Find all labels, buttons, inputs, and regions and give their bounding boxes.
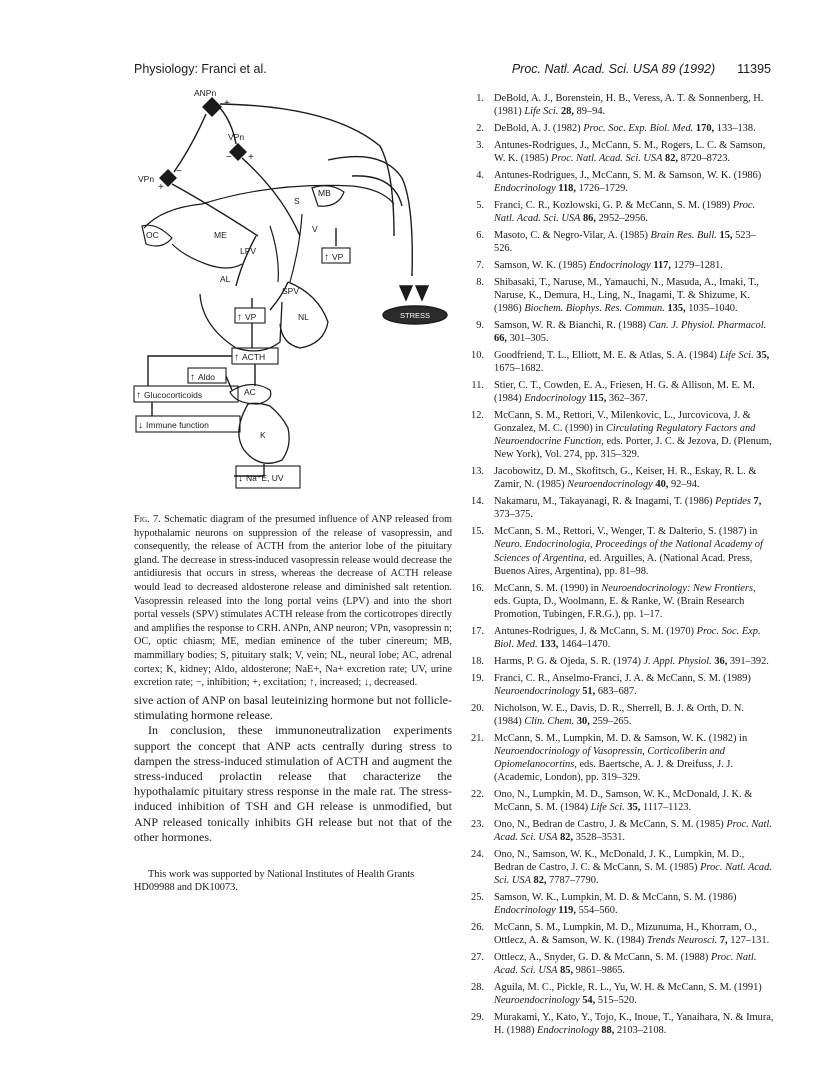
up-arrow-acth: ↑: [234, 352, 239, 363]
pituitary-stalk-shape: [270, 214, 302, 282]
plus-sign-vpn-left: +: [158, 182, 164, 193]
page-number: 11395: [737, 62, 771, 76]
running-head: [0, 62, 816, 82]
reference-item: 22. Ono, N., Lumpkin, M. D., Samson, W. K., McDonald, J. K. & McCann, S. M. (1984) Life Sci. 35, 1117–1123.: [471, 789, 753, 814]
vp-center-label: VP: [245, 312, 257, 322]
reference-item: 27. Ottlecz, A., Snyder, G. D. & McCann, S. M. (1988) Proc. Natl. Acad. Sci. USA 85, 9861–9865.: [471, 952, 757, 977]
figure-caption: [134, 513, 452, 690]
stress-input-line-2: [352, 176, 402, 206]
body-text: [134, 693, 452, 845]
figure-7-diagram: [132, 86, 450, 494]
body-paragraph-1: sive action of ANP on basal leuteinizing hormone but not follicle-stimulating hormone release.: [134, 693, 452, 723]
reference-item: 8. Shibasaki, T., Naruse, M., Yamauchi, N., Masuda, A., Imaki, T., Naruse, K., Demura, H., Ling, N., Inagami, T. & Shizume, K. (1986) Biochem. Biophys. Res. Commun. 135, 1035–1040.: [476, 276, 760, 314]
reference-item: 12. McCann, S. M., Rettori, V., Milenkovic, L., Jurcovicova, J. & Gonzalez, M. C. (1990) in Circulating Regulatory Factors and Neuroendocrine Function, eds. Porter, J. C. & Jezova, D. (Plenum, New York), Vol. 274, pp. 315–329.: [471, 409, 772, 461]
anp-neuron: [203, 98, 221, 116]
reference-item: 18. Harms, P. G. & Ojeda, S. R. (1974) J. Appl. Physiol. 36, 391–392.: [471, 655, 769, 667]
me-label: ME: [214, 230, 227, 240]
reference-item: 14. Nakamaru, M., Takayanagi, R. & Inagami, T. (1986) Peptides 7, 373–375.: [471, 496, 762, 521]
na-uv-label: Na⁺E, UV: [246, 473, 284, 483]
mb-label: MB: [318, 188, 331, 198]
minus-sign-vpn: −: [226, 152, 232, 163]
gluco-label: Glucocorticoids: [144, 390, 203, 400]
reference-item: 24. Ono, N., Samson, W. K., McDonald, J. K., Lumpkin, M. D., Bedran de Castro, J. C. & McCann, S. M. (1985) Proc. Natl. Acad. Sci. USA 82, 7787–7790.: [471, 849, 772, 887]
down-arrow-na: ↓: [238, 473, 243, 484]
reference-item: 13. Jacobowitz, D. M., Skofitsch, G., Keiser, H. R., Eskay, R. L. & Zamir, N. (1985) Neuroendocrinology 40, 92–94.: [471, 466, 757, 491]
anp-long-axon: [220, 104, 394, 236]
plus-sign-vpn: +: [248, 152, 254, 163]
reference-item: 2. DeBold, A. J. (1982) Proc. Soc. Exp. Biol. Med. 170, 133–138.: [476, 123, 756, 134]
anpn-label: ANPn: [194, 88, 217, 98]
reference-item: 6. Masoto, C. & Negro-Vilar, A. (1985) Brain Res. Bull. 15, 523–526.: [476, 229, 756, 254]
plus-sign-anp: +: [224, 98, 230, 109]
running-head-right: [512, 62, 771, 76]
vpn-top-neuron: [230, 144, 246, 160]
reference-item: 11. Stier, C. T., Cowden, E. A., Friesen, H. G. & Allison, M. E. M. (1984) Endocrinology 115, 362–367.: [471, 379, 755, 404]
hypothalamus-floor: [172, 244, 242, 268]
vpn-top-axon: [242, 158, 300, 236]
reference-item: 7. Samson, W. K. (1985) Endocrinology 117, 1279–1281.: [476, 259, 723, 271]
vpn-left-axon: [172, 184, 258, 236]
vpn-left-label: VPn: [138, 174, 155, 184]
acth-label: ACTH: [242, 352, 266, 362]
caption-label: Fig. 7.: [134, 514, 161, 525]
up-arrow-aldo: ↑: [190, 372, 195, 383]
reference-item: 3. Antunes-Rodrigues, J., McCann, S. M., Rogers, L. C. & Samson, W. K. (1985) Proc. Natl. Acad. Sci. USA 82, 8720–8723.: [476, 139, 766, 164]
reference-list: [468, 92, 774, 1041]
up-arrow-vp-right: ↑: [324, 252, 329, 263]
reference-item: 19. Franci, C. R., Anselmo-Franci, J. A. & McCann, S. M. (1989) Neuroendocrinology 51, 683–687.: [471, 672, 751, 697]
down-arrow-immune: ↓: [138, 420, 143, 431]
reference-item: 1. DeBold, A. J., Borenstein, H. B., Veress, A. T. & Sonnenberg, H. (1981) Life Sci. 28, 89–94.: [476, 93, 764, 118]
s-label: S: [294, 196, 300, 206]
long-portal-veins: [236, 236, 256, 286]
reference-item: 15. McCann, S. M., Rettori, V., Wenger, T. & Dalterio, S. (1987) in Neuro. Endocrinologia, Proceedings of the National Academy of Sciences of Argentina, ed. Arguilles, A. (National Acad. Press, Buenos Aires, Argentina), pp. 81–98.: [471, 526, 763, 577]
reference-item: 23. Ono, N., Bedran de Castro, J. & McCann, S. M. (1985) Proc. Natl. Acad. Sci. USA 82, 3528–3531.: [471, 819, 772, 844]
minus-sign-vpn-left: −: [176, 166, 182, 177]
reference-item: 10. Goodfriend, T. L., Elliott, M. E. & Atlas, S. A. (1984) Life Sci. 35, 1675–1682.: [471, 349, 770, 374]
acknowledgment: [134, 868, 452, 895]
immune-label: Immune function: [146, 420, 209, 430]
vp-right-label: VP: [332, 252, 344, 262]
reference-item: 4. Antunes-Rodrigues, J., McCann, S. M. & Samson, W. K. (1986) Endocrinology 118, 1726–1729.: [476, 169, 762, 194]
acknowledgment-text: This work was supported by National Institutes of Health Grants HD09988 and DK10073.: [134, 869, 415, 894]
journal-citation: Proc. Natl. Acad. Sci. USA 89 (1992): [511, 62, 716, 76]
stress-label: STRESS: [399, 311, 431, 320]
aldo-label: Aldo: [198, 372, 216, 382]
brain-outline: [144, 185, 394, 228]
running-head-left: Physiology: Franci et al.: [134, 62, 267, 76]
reference-item: 25. Samson, W. K., Lumpkin, M. D. & McCann, S. M. (1986) Endocrinology 119, 554–560.: [471, 892, 737, 917]
reference-item: 21. McCann, S. M., Lumpkin, M. D. & Samson, W. K. (1982) in Neuroendocrinology of Vasopressin, Corticoliberin and Opiomelanocortins, eds. Baertsche, A. J. & Dreifuss, J. J. (Academic, London), pp. 319–329.: [471, 732, 748, 784]
lpv-label: LPV: [240, 246, 257, 256]
stress-arrowheads: [400, 286, 428, 300]
reference-item: 9. Samson, W. R. & Bianchi, R. (1988) Can. J. Physiol. Pharmacol. 66, 301–305.: [476, 319, 767, 344]
reference-item: 5. Franci, C. R., Kozlowski, G. P. & McCann, S. M. (1989) Proc. Natl. Acad. Sci. USA 86, 2952–2956.: [476, 199, 756, 224]
reference-item: 29. Murakami, Y., Kato, Y., Tojo, K., Inoue, T., Yanaihara, N. & Imura, H. (1988) Endocrinology 88, 2103–2108.: [471, 1012, 774, 1037]
nl-label: NL: [298, 312, 309, 322]
oc-label: OC: [146, 230, 159, 240]
reference-item: 26. McCann, S. M., Lumpkin, M. D., Mizunuma, H., Khorram, O., Ottlecz, A. & Samson, W. K. (1984) Trends Neurosci. 7, 127–131.: [471, 922, 770, 947]
caption-text: Schematic diagram of the presumed influence of ANP released from hypothalamic neurons on suppression of the release of vasopressin, and consequently, the release of ACTH from the anterior lobe of the pituitary gland. The decrease in stress-induced vasopressin release would decrease the antidiuresis that occurs in stress, whereas the decrease of ACTH release would lead to decreased aldosterone release and diminished salt retention. Vasopressin released into the long portal veins (LPV) and into the short portal vessels (SPV) stimulates ACTH release from the corticotropes directly and amplifies the response to CRH. ANPn, ANP neuron; VPn, vasopressin n; OC, optic chiasm; ME, median eminence of the tuber cinereum; MB, mammillary bodies; S, pituitary stalk; V, vein; NL, neural lobe; AC, adrenal cortex; K, kidney; Aldo, aldosterone; NaE+, Na+ excretion rate; UV, urine excretion rate; −, inhibition; +, excitation; ↑, increased; ↓, decreased.: [134, 514, 453, 689]
aldo-to-ac: [226, 376, 232, 390]
up-arrow-gluco: ↑: [136, 390, 141, 401]
al-label: AL: [220, 274, 231, 284]
vpn-top-label: VPn: [228, 132, 245, 142]
up-arrow-vp-center: ↑: [237, 312, 242, 323]
anp-to-vpn-left-axon: [174, 114, 206, 172]
spv-label: SPV: [282, 286, 300, 296]
v-label: V: [312, 224, 318, 234]
k-label: K: [260, 430, 266, 440]
ac-label: AC: [244, 387, 256, 397]
body-paragraph-2: In conclusion, these immunoneutralization experiments support the concept that ANP acts centrally during stress to dampen the stress-induced stimulation of ACTH and augment the stress-induced prolactin release that characterize the hypothalamic pituitary stress response in the male rat. The stress-induced inhibition of TSH and GH release is unmodified, but ANP released tonically inhibits GH release but not that of the other hormones.: [134, 723, 452, 844]
reference-item: 17. Antunes-Rodrigues, J. & McCann, S. M. (1970) Proc. Soc. Exp. Biol. Med. 133, 1464–1470.: [471, 625, 761, 651]
reference-item: 16. McCann, S. M. (1990) in Neuroendocrinology: New Frontiers, eds. Gupta, D., Woolmann, E. & Ranke, W. (Brain Research Promotion, Tubingen, F.R.G.), pp. 1–17.: [471, 582, 756, 621]
reference-item: 28. Aguila, M. C., Pickle, R. L., Yu, W. H. & McCann, S. M. (1991) Neuroendocrinology 54, 515–520.: [471, 982, 762, 1007]
reference-item: 20. Nicholson, W. E., Davis, D. R., Sherrell, B. J. & Orth, D. N. (1984) Clin. Chem. 30, 259–265.: [471, 702, 744, 727]
